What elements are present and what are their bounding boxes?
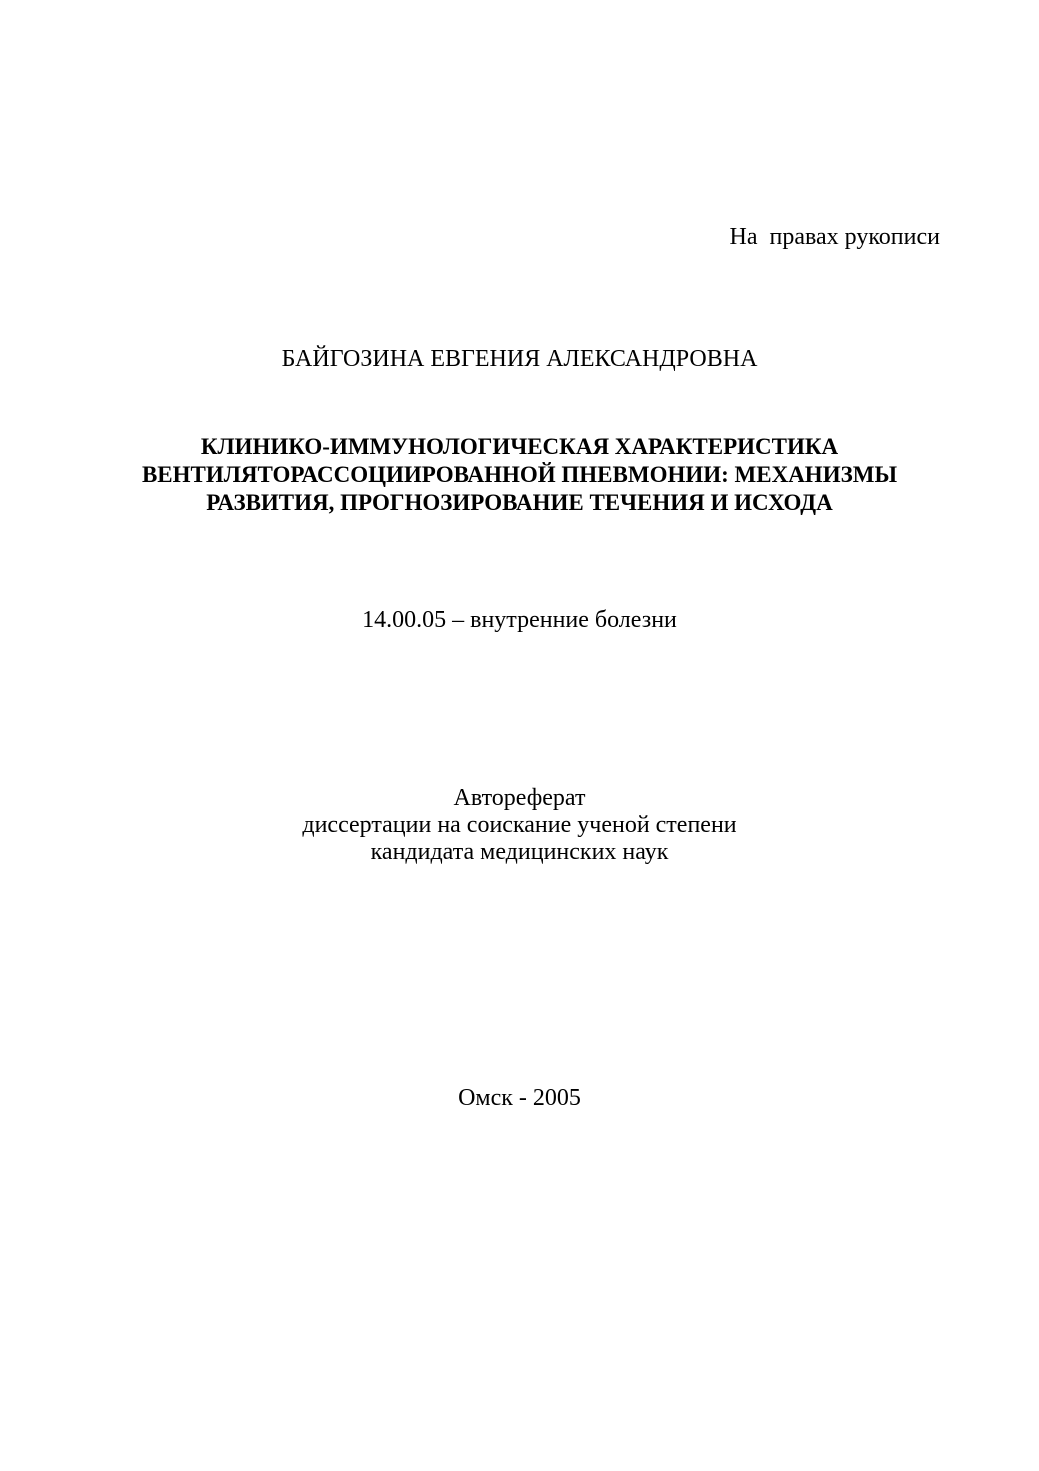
place-and-year: Омск - 2005: [458, 1085, 581, 1111]
abstract-line: Автореферат: [453, 785, 586, 811]
author-name: БАЙГОЗИНА ЕВГЕНИЯ АЛЕКСАНДРОВНА: [281, 346, 758, 372]
abstract-line: кандидата медицинских наук: [370, 839, 669, 865]
abstract-line: диссертации на соискание ученой степени: [302, 812, 737, 838]
title-line: РАЗВИТИЯ, ПРОГНОЗИРОВАНИЕ ТЕЧЕНИЯ И ИСХОДА: [206, 490, 833, 515]
title-line: ВЕНТИЛЯТОРАССОЦИИРОВАННОЙ ПНЕВМОНИИ: МЕХАНИЗМЫ: [141, 462, 898, 487]
specialty-code: 14.00.05 – внутренние болезни: [362, 607, 677, 633]
abstract-description: [0, 785, 1039, 866]
dissertation-title: [0, 433, 1039, 517]
title-line: КЛИНИКО-ИММУНОЛОГИЧЕСКАЯ ХАРАКТЕРИСТИКА: [200, 434, 839, 459]
rights-note: На правах рукописи: [729, 224, 940, 250]
